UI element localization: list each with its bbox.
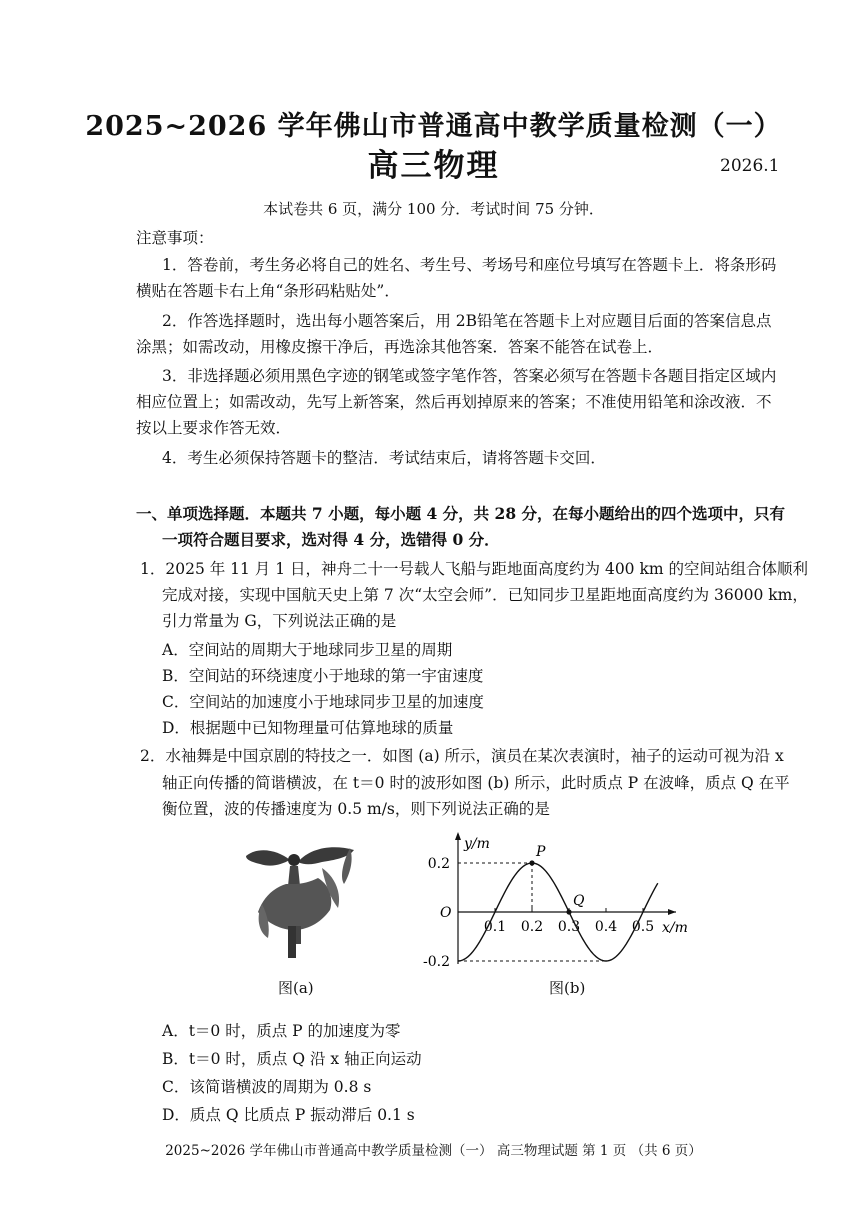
note-line: 横贴在答题卡右上角“条形码粘贴处”． — [136, 282, 400, 300]
q2-stem: 衡位置，波的传播速度为 0.5 m/s，则下列说法正确的是 — [162, 800, 550, 818]
q1-stem: 引力常量为 G，下列说法正确的是 — [162, 612, 397, 630]
q2-stem: 2．水袖舞是中国京剧的特技之一．如图 (a) 所示，演员在某次表演时，袖子的运动可视为沿 x — [140, 747, 784, 765]
point-q — [566, 909, 571, 914]
y-axis-label: y/m — [464, 836, 490, 852]
q1-option-d: D．根据题中已知物理量可估算地球的质量 — [162, 719, 454, 737]
q1-option-c: C．空间站的加速度小于地球同步卫星的加速度 — [162, 693, 484, 711]
point-label-p: P — [536, 844, 546, 860]
note-line: 按以上要求作答无效． — [136, 419, 292, 437]
point-p — [529, 860, 534, 865]
note-line: 4．考生必须保持答题卡的整洁．考试结束后，请将答题卡交回． — [162, 449, 606, 467]
figure-b-wave-chart — [410, 828, 690, 973]
q1-stem: 完成对接，实现中国航天史上第 7 次“太空会师”．已知同步卫星距地面高度约为 36000 km， — [162, 586, 808, 604]
subject-title: 高三物理 — [367, 148, 500, 184]
note-line: 相应位置上；如需改动，先写上新答案，然后再划掉原来的答案；不准使用铅笔和涂改液．不 — [136, 393, 772, 411]
x-axis-arrow — [668, 909, 676, 915]
figure-a-caption: 图(a) — [278, 979, 314, 997]
page-footer: 2025~2026 学年佛山市普通高中教学质量检测（一） 高三物理试题 第 1 页 （共 6 页） — [165, 1143, 702, 1159]
origin-label: O — [440, 905, 452, 921]
note-line: 2．作答选择题时，选出每小题答案后，用 2B铅笔在答题卡上对应题目后面的答案信息点 — [162, 312, 772, 330]
y-tick-label: -0.2 — [423, 954, 450, 970]
x-tick-label: 0.4 — [594, 919, 618, 935]
section-heading: 一、单项选择题．本题共 7 小题，每小题 4 分，共 28 分，在每小题给出的四个选项中，只有 — [136, 504, 786, 523]
exam-info: 本试卷共 6 页，满分 100 分．考试时间 75 分钟． — [263, 200, 604, 218]
x-tick-label: 0.5 — [631, 919, 655, 935]
note-line: 3．非选择题必须用黑色字迹的钢笔或签字笔作答，答案必须写在答题卡各题目指定区域内 — [162, 367, 777, 385]
q2-option-d: D．质点 Q 比质点 P 振动滞后 0.1 s — [162, 1106, 415, 1124]
x-tick-label: 0.1 — [483, 919, 507, 935]
notes-heading: 注意事项： — [136, 229, 214, 247]
q2-stem: 轴正向传播的简谐横波，在 t＝0 时的波形如图 (b) 所示，此时质点 P 在波峰，质点 Q 在平 — [162, 774, 790, 792]
x-tick-label: 0.3 — [557, 919, 581, 935]
q2-option-c: C．该简谐横波的周期为 0.8 s — [162, 1078, 372, 1096]
figure-b-caption: 图(b) — [549, 979, 586, 997]
note-line: 1．答卷前，考生务必将自己的姓名、考生号、考场号和座位号填写在答题卡上．将条形码 — [162, 256, 777, 274]
x-tick-label: 0.2 — [520, 919, 544, 935]
note-line: 涂黑；如需改动，用橡皮擦干净后，再选涂其他答案．答案不能答在试卷上． — [136, 338, 664, 356]
exam-date: 2026.1 — [720, 156, 780, 176]
q1-option-a: A．空间站的周期大于地球同步卫星的周期 — [162, 641, 453, 659]
q1-stem: 1．2025 年 11 月 1 日，神舟二十一号载人飞船与距地面高度约为 400 km 的空间站组合体顺利 — [140, 560, 808, 578]
q2-option-a: A．t＝0 时，质点 P 的加速度为零 — [162, 1022, 401, 1040]
figure-a-dancer-illustration — [238, 838, 358, 962]
point-label-q: Q — [573, 893, 585, 909]
y-axis-arrow — [455, 832, 461, 840]
x-axis-label: x/m — [662, 920, 688, 936]
exam-title: 2025~2026 学年佛山市普通高中教学质量检测（一） — [85, 111, 782, 142]
y-tick-label: 0.2 — [427, 856, 450, 872]
section-heading-cont: 一项符合题目要求，选对得 4 分，选错得 0 分． — [162, 530, 500, 549]
q2-option-b: B．t＝0 时，质点 Q 沿 x 轴正向运动 — [162, 1050, 422, 1068]
q1-option-b: B．空间站的环绕速度小于地球的第一宇宙速度 — [162, 667, 484, 685]
